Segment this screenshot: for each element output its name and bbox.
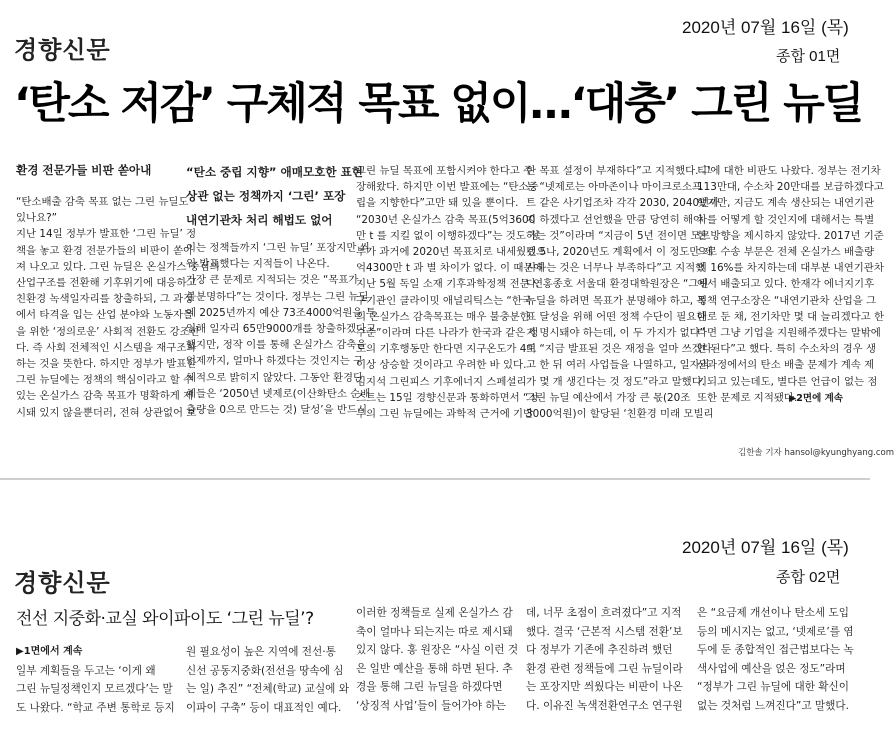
text-line: 한 목표 설정이 부재하다”고 지적했다. 그 xyxy=(526,165,712,177)
text-line: 친환경 녹색일자리를 창출하되, 그 과정 xyxy=(16,293,194,306)
clip2-masthead: 경향신문 xyxy=(14,568,111,597)
text-line: “정부가 그린 뉴딜에 대한 확신이 xyxy=(697,681,849,694)
text-line: 등의 메시지는 없고, ‘넷제로’를 염 xyxy=(697,625,854,638)
text-line: 뉴딜을 하려면 목표가 분명해야 하고, 목 xyxy=(526,294,707,307)
text-line: 있나요?” xyxy=(16,212,58,225)
text-line: 산과정에서의 탄소 배출 문제가 계속 제 xyxy=(697,359,875,372)
text-line: 이파이 구축” 등이 대표적인 예다. xyxy=(186,701,342,714)
text-line: 환경 관련 정책들에 그린 뉴딜이라 xyxy=(526,662,683,675)
text-line: 트 같은 사기업조차 각각 2030, 2040년까 xyxy=(526,197,720,210)
text-line: 티’에 대한 비판도 나왔다. 정부는 전기차 xyxy=(697,165,881,177)
text-line: “2030년 온실가스 감축 목표(5억3600 xyxy=(356,213,536,226)
text-line: 에서 배출되고 있다. 한재각 에너지기후 xyxy=(697,278,875,291)
text-line: 그린 뉴딜정책인지 모르겠다’는 말 xyxy=(16,683,173,696)
clip2-page-number: 종합 02면 xyxy=(776,569,841,586)
text-line: 대로 둔 채, 전기차만 몇 대 늘리겠다고 한 xyxy=(697,310,885,323)
text-line: 지난 14일 정부가 발표한 ‘그린 뉴딜’ 정 xyxy=(16,228,197,241)
text-line: 부가 과거에 2020년 목표치로 내세웠던 5 xyxy=(356,246,547,259)
text-line: 도의 기후행동만 한다면 지구온도가 4도 xyxy=(356,343,537,356)
text-line: 이상 상승할 것이라고 우려한 바 있다. xyxy=(356,359,527,372)
text-line: 원 필요성이 높은 지역에 전선·통 xyxy=(186,646,336,658)
text-line: 다. 즉 사회 전체적인 시스템을 재구조화 xyxy=(16,341,197,354)
text-line: 지난 5월 독일 소재 기후과학정책 전문 연 xyxy=(356,278,544,291)
text-line: 워 발표했다는 지적들이 나온다. xyxy=(186,258,330,271)
clip1-page-number: 종합 01면 xyxy=(776,48,841,65)
clip2-headline: 전선 지중화·교실 와이파이도 ‘그린 뉴딜’? xyxy=(16,609,314,629)
text-line: 가 몇 개 생긴다는 것 정도”라고 말했다. xyxy=(526,375,706,388)
text-line: 113만대, 수소차 20만대를 보급하겠다고 xyxy=(697,181,884,194)
text-line: 져 나오고 있다. 그린 뉴딜은 온실가스 중심의 xyxy=(16,260,220,273)
text-line: 체적으로 밝히지 않았다. 그동안 환경단 xyxy=(186,371,364,384)
clip-divider xyxy=(0,478,870,480)
text-line: 있지 않다. 홍 원장은 “사실 이런 것 xyxy=(356,644,519,657)
clip1-column-4 xyxy=(526,163,720,422)
text-line: 표 달성을 위해 어떤 정책 수단이 필요한 xyxy=(526,310,707,323)
text-line: 부의 그린 뉴딜에는 과학적 근거에 기반 xyxy=(356,408,534,421)
clip1-subhead-2-line: 상관 없는 정책까지 ‘그린’ 포장 xyxy=(186,189,346,203)
clip1-date: 2020년 07월 16일 (목) xyxy=(682,18,849,37)
text-line: 그린 뉴딜 예산에서 가장 큰 몫(20조 xyxy=(526,391,691,404)
text-line: 는 “넷제로는 아마존이나 마이크로소프 xyxy=(526,181,702,194)
text-line: 두에 둔 종합적인 접근법보다는 녹 xyxy=(697,644,854,657)
text-line: 겠으나, 2020년도 계획에서 이 정도만 제 xyxy=(526,246,713,259)
text-line: 립을 지향한다”고만 돼 있을 뿐이다. xyxy=(356,197,519,210)
clip1-column-1 xyxy=(16,160,220,421)
text-line: 은 “요금제 개선이나 탄소세 도입 xyxy=(697,607,849,619)
text-line: 불분명하다”는 것이다. 정부는 그린 뉴딜 xyxy=(186,290,369,303)
text-line: 의 16%를 차지하는데 대부분 내연기관차 xyxy=(697,262,884,275)
text-line: 안 된다”고 했다. 특히 수소차의 경우 생 xyxy=(697,343,877,356)
text-line: 산업구조를 전환해 기후위기에 대응하고 xyxy=(16,277,197,290)
clip2-column-5 xyxy=(697,604,857,716)
text-line: 지 하겠다고 선언했을 만큼 당연히 해야 xyxy=(526,213,704,226)
text-line: “탄소배출 감축 목표 없는 그린 뉴딜도 xyxy=(16,196,189,208)
text-line: 체들은 ‘2050년 넷제로(이산화탄소 순배 xyxy=(186,387,371,400)
text-line: 하는 것을 뜻한다. 하지만 정부가 발표한 xyxy=(16,358,197,371)
text-line: 없는 것처럼 느껴진다”고 말했다. xyxy=(697,699,849,712)
text-line: 다. 이유진 녹색전환연구소 연구원 xyxy=(526,699,683,712)
text-line: 기되고 있는데도, 별다른 언급이 없는 점 xyxy=(697,375,878,388)
text-line: 다 정부가 기존에 추진하려 했던 xyxy=(526,644,673,657)
text-line: 의 온실가스 감축목표는 매우 불충분한 xyxy=(356,310,530,323)
continued-note: ▶2면에 계속 xyxy=(789,392,843,404)
clip1-subhead-2-line: 내연기관차 처리 해법도 없어 xyxy=(186,213,333,227)
text-line: ‘상징적 사업’들이 들어가야 하는 xyxy=(356,699,506,712)
text-line: 에서 타격을 입는 산업 분야와 노동자들 xyxy=(16,309,194,322)
text-line: 또한 문제로 지적됐다. xyxy=(697,391,798,404)
text-line: 색사업에 예산을 얹은 정도”라며 xyxy=(697,662,846,675)
text-line: 에 2025년까지 예산 73조4000억원을 투 xyxy=(186,306,376,319)
text-line: 가장 큰 문제로 지적되는 것은 “목표가 xyxy=(186,274,359,287)
text-line: 구기관인 클라이밋 애널리틱스는 “한국 xyxy=(356,294,532,307)
text-line: 김지석 그린피스 기후에너지 스페셜리 xyxy=(356,375,527,388)
text-line: 고 한 뒤 여러 사업들을 나열하고, 일자리 xyxy=(526,359,710,372)
clip1-subhead-1: 환경 전문가들 비판 쏟아내 xyxy=(16,163,152,177)
text-line: 하는 것”이라며 “지금이 5년 전이면 모르 xyxy=(526,229,711,242)
text-line: 이는 정책들까지 ‘그린 뉴딜’ 포장지만 씌 xyxy=(186,242,370,254)
clip1-column-2 xyxy=(186,160,377,418)
text-line: 며 “지금 발표된 것은 재정을 얼마 쓰겠다 xyxy=(526,343,712,356)
clip1-column-5 xyxy=(697,163,885,407)
text-line: 만 t 를 지킬 없이 이행하겠다”는 것도 정 xyxy=(356,229,540,242)
text-line: 시돼 있지 않을뿐더러, 전혀 상관없어 보 xyxy=(16,406,197,419)
clip1-masthead: 경향신문 xyxy=(14,35,111,64)
text-line: 스트는 15일 경향신문과 통화하면서 “정 xyxy=(356,391,539,404)
text-line: 장해왔다. 하지만 이번 발표에는 “탄소중 xyxy=(356,181,539,194)
text-line: 언제까지, 얼마나 하겠다는 것인지는 구 xyxy=(186,355,364,368)
text-line: 다면 그냥 기업을 지원해주겠다는 말밖에 xyxy=(697,327,881,340)
clip2-column-4 xyxy=(526,604,688,716)
text-line: 일부 계획들을 두고는 ‘이게 왜 xyxy=(16,664,156,677)
text-line: 경을 통해 그린 뉴딜을 하겠다면 xyxy=(356,681,503,694)
clip1-byline: 김한솔 기자 hansol@kyunghyang.com xyxy=(738,448,894,458)
text-line: 도 나왔다. “학교 주변 통학로 등지 xyxy=(16,701,175,714)
continued-from-note: ▶1면에서 계속 xyxy=(16,646,83,657)
text-line: 수준”이라며 다른 나라가 한국과 같은 정 xyxy=(356,327,539,340)
text-line: 했다. 결국 ‘근본적 시스템 전환’보 xyxy=(526,625,683,638)
text-line: 을 위한 ‘정의로운’ 사회적 전환도 강조한 xyxy=(16,325,200,338)
text-line: 은 일반 예산을 통해 하면 된다. 추 xyxy=(356,662,513,675)
text-line: 으로 수송 부문은 전체 온실가스 배출량 xyxy=(697,246,875,259)
text-line: 축이 얼마나 되는지는 따로 제시돼 xyxy=(356,625,513,638)
clip2-column-2 xyxy=(186,643,350,717)
clip1-subhead-2-line: “탄소 중립 지향” 애매모호한 표현 xyxy=(186,165,363,179)
clip1-headline: ‘탄소 저감’ 구체적 목표 없이…‘대충’ 그린 뉴딜 xyxy=(14,79,863,129)
text-line: 3000억원)이 할당된 ‘친환경 미래 모빌리 xyxy=(526,408,714,421)
text-line: 억4300만 t 과 별 차이가 없다. 이 때문에 xyxy=(356,262,544,275)
text-line: 했지만, 지금도 계속 생산되는 내연기관 xyxy=(697,197,875,210)
text-line: 했지만, 정작 이를 통해 온실가스 감축을 xyxy=(186,339,367,352)
clip2-column-1 xyxy=(16,643,176,717)
text-line: 지 명시돼야 하는데, 이 두 가지가 없다” xyxy=(526,327,706,340)
text-line: 그린 뉴딜 목표에 포함시켜야 한다고 주 xyxy=(356,165,534,177)
text-line: 차를 어떻게 할 것인지에 대해서는 특별 xyxy=(697,213,875,226)
text-line: 한 방향을 제시하지 않았다. 2017년 기준 xyxy=(697,229,884,242)
clip2-date: 2020년 07월 16일 (목) xyxy=(682,538,849,557)
text-line: 정책 연구소장은 “내연기관차 산업을 그 xyxy=(697,294,877,307)
text-line: 출량을 0으로 만드는 것) 달성’을 반드시 xyxy=(186,404,368,417)
clip1-column-3 xyxy=(356,163,547,422)
text-line: 책을 놓고 환경 전문가들의 비판이 쏟아 xyxy=(16,244,194,257)
text-line: 신선 공동지중화(전선을 땅속에 심 xyxy=(186,664,344,677)
text-line: 그린 뉴딜에는 정책의 핵심이라고 할 수 xyxy=(16,374,194,387)
text-line: 데, 너무 초점이 흐려졌다”고 지적 xyxy=(526,607,682,619)
text-line: 시하는 것은 너무나 부족하다”고 지적했 xyxy=(526,262,706,275)
text-line: 는 일) 추진” “전체(학교) 교실에 와 xyxy=(186,683,350,696)
text-line: 다. 홍종호 서울대 환경대학원장은 “그린 xyxy=(526,278,709,291)
text-line: 있는 온실가스 감축 목표가 명확하게 제 xyxy=(16,390,194,403)
text-line: 입해 일자리 65만9000개를 창출하겠다고 xyxy=(186,323,377,336)
clip2-column-3 xyxy=(356,604,519,716)
text-line: 는 포장지만 씌웠다는 비판이 나온 xyxy=(526,681,683,694)
text-line: 이러한 정책들로 실제 온실가스 감 xyxy=(356,607,513,619)
